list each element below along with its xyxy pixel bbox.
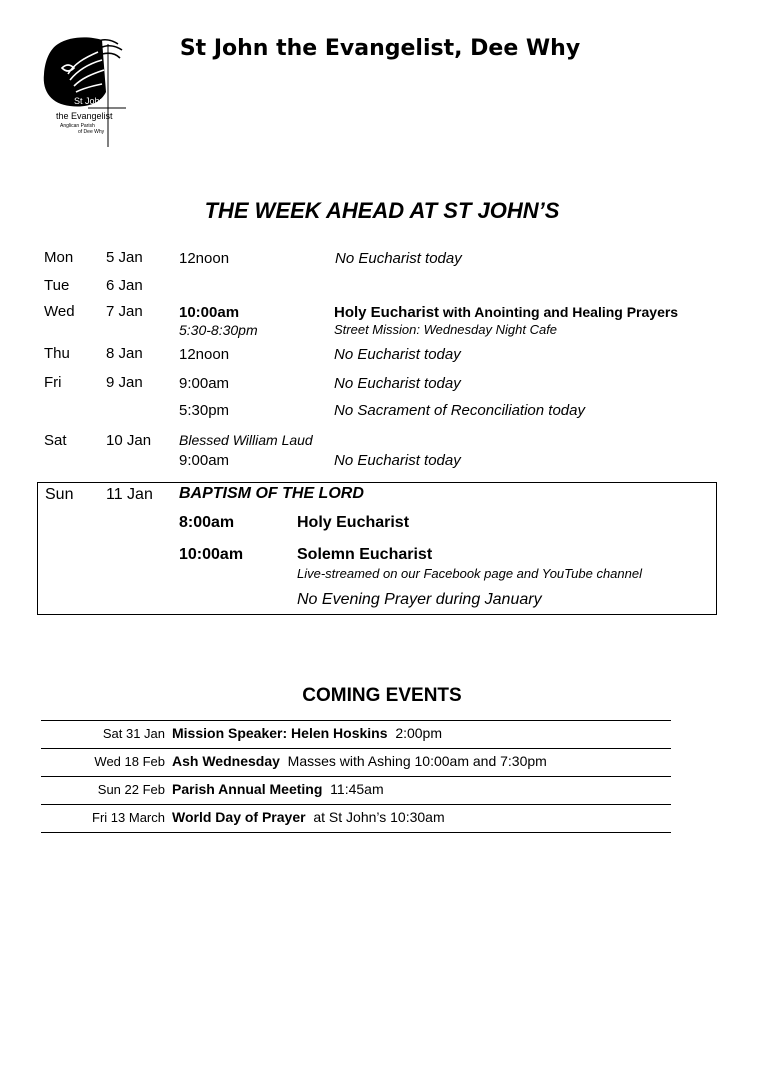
event-title: Parish Annual Meeting	[172, 781, 323, 797]
parish-title-text: St John the Evangelist, Dee Why	[179, 36, 581, 61]
mon-date: 5 Jan	[106, 249, 143, 266]
event-detail: 2:00pm	[395, 725, 443, 741]
wed-desc-1-rest: with Anointing and Healing Prayers	[439, 304, 679, 320]
coming-events-heading: COMING EVENTS	[302, 685, 462, 706]
wed-date: 7 Jan	[106, 303, 143, 320]
tue-day: Tue	[44, 277, 70, 294]
event-row	[41, 804, 671, 833]
tue-date: 6 Jan	[106, 277, 143, 294]
event-title: Ash Wednesday	[172, 753, 280, 769]
wed-day: Wed	[44, 303, 75, 320]
event-desc	[172, 725, 442, 741]
wed-time-2: 5:30-8:30pm	[179, 322, 258, 338]
week-ahead-heading: THE WEEK AHEAD AT ST JOHN’S	[204, 198, 560, 223]
sat-feast: Blessed William Laud	[179, 432, 313, 448]
sat-time: 9:00am	[179, 452, 230, 469]
sun-note: Live-streamed on our Facebook page and YouTube channel	[297, 566, 642, 581]
event-date: Sun 22 Feb	[97, 782, 165, 797]
wed-desc-1-bold: Holy Eucharist	[334, 304, 440, 321]
sat-desc: No Eucharist today	[334, 452, 461, 469]
wed-time-1: 10:00am	[179, 304, 240, 321]
event-title: Mission Speaker: Helen Hoskins	[172, 725, 388, 741]
logo-text: St John	[74, 96, 105, 106]
thu-day: Thu	[44, 345, 70, 362]
wed-desc-2: Street Mission: Wednesday Night Cafe	[334, 322, 558, 337]
event-row	[41, 720, 671, 748]
event-title: World Day of Prayer	[172, 809, 306, 825]
sun-desc-1: Holy Eucharist	[297, 514, 410, 531]
fri-date: 9 Jan	[106, 374, 143, 391]
mon-day: Mon	[44, 249, 74, 266]
sun-feast: BAPTISM OF THE LORD	[179, 485, 364, 502]
sat-day: Sat	[44, 432, 67, 449]
sat-date: 10 Jan	[106, 432, 152, 449]
event-desc	[172, 753, 547, 769]
logo-subtitle: the Evangelist	[56, 111, 113, 121]
coming-events-list	[41, 720, 671, 833]
thu-date: 8 Jan	[106, 345, 143, 362]
event-date: Sat 31 Jan	[102, 726, 165, 741]
sun-day: Sun	[45, 486, 74, 503]
event-row	[41, 776, 671, 804]
sun-desc-2: Solemn Eucharist	[297, 546, 433, 563]
thu-desc: No Eucharist today	[334, 346, 461, 363]
sun-time-2: 10:00am	[179, 546, 244, 563]
event-desc	[172, 781, 384, 797]
event-desc	[172, 809, 445, 825]
thu-time: 12noon	[179, 346, 230, 363]
mon-desc: No Eucharist today	[335, 250, 462, 267]
fri-day: Fri	[44, 374, 62, 391]
event-row	[41, 748, 671, 776]
event-date: Fri 13 March	[92, 810, 165, 825]
sun-time-1: 8:00am	[179, 514, 235, 531]
fri-time-1: 9:00am	[179, 375, 230, 392]
event-detail: 11:45am	[330, 781, 384, 797]
fri-desc-1: No Eucharist today	[334, 375, 461, 392]
page-title	[0, 36, 760, 61]
fri-time-2: 5:30pm	[179, 402, 230, 419]
logo-small-line1: Anglican Parish	[60, 123, 95, 129]
sun-date: 11 Jan	[106, 486, 153, 503]
sun-evening: No Evening Prayer during January	[297, 591, 542, 608]
event-detail: at St John’s 10:30am	[313, 809, 445, 825]
logo-small-line2: of Dee Why	[78, 129, 105, 135]
event-detail: Masses with Ashing 10:00am and 7:30pm	[287, 753, 547, 769]
mon-time: 12noon	[179, 250, 230, 267]
wed-desc-1	[334, 304, 678, 321]
event-date: Wed 18 Feb	[94, 754, 165, 769]
fri-desc-2: No Sacrament of Reconciliation today	[334, 402, 585, 419]
